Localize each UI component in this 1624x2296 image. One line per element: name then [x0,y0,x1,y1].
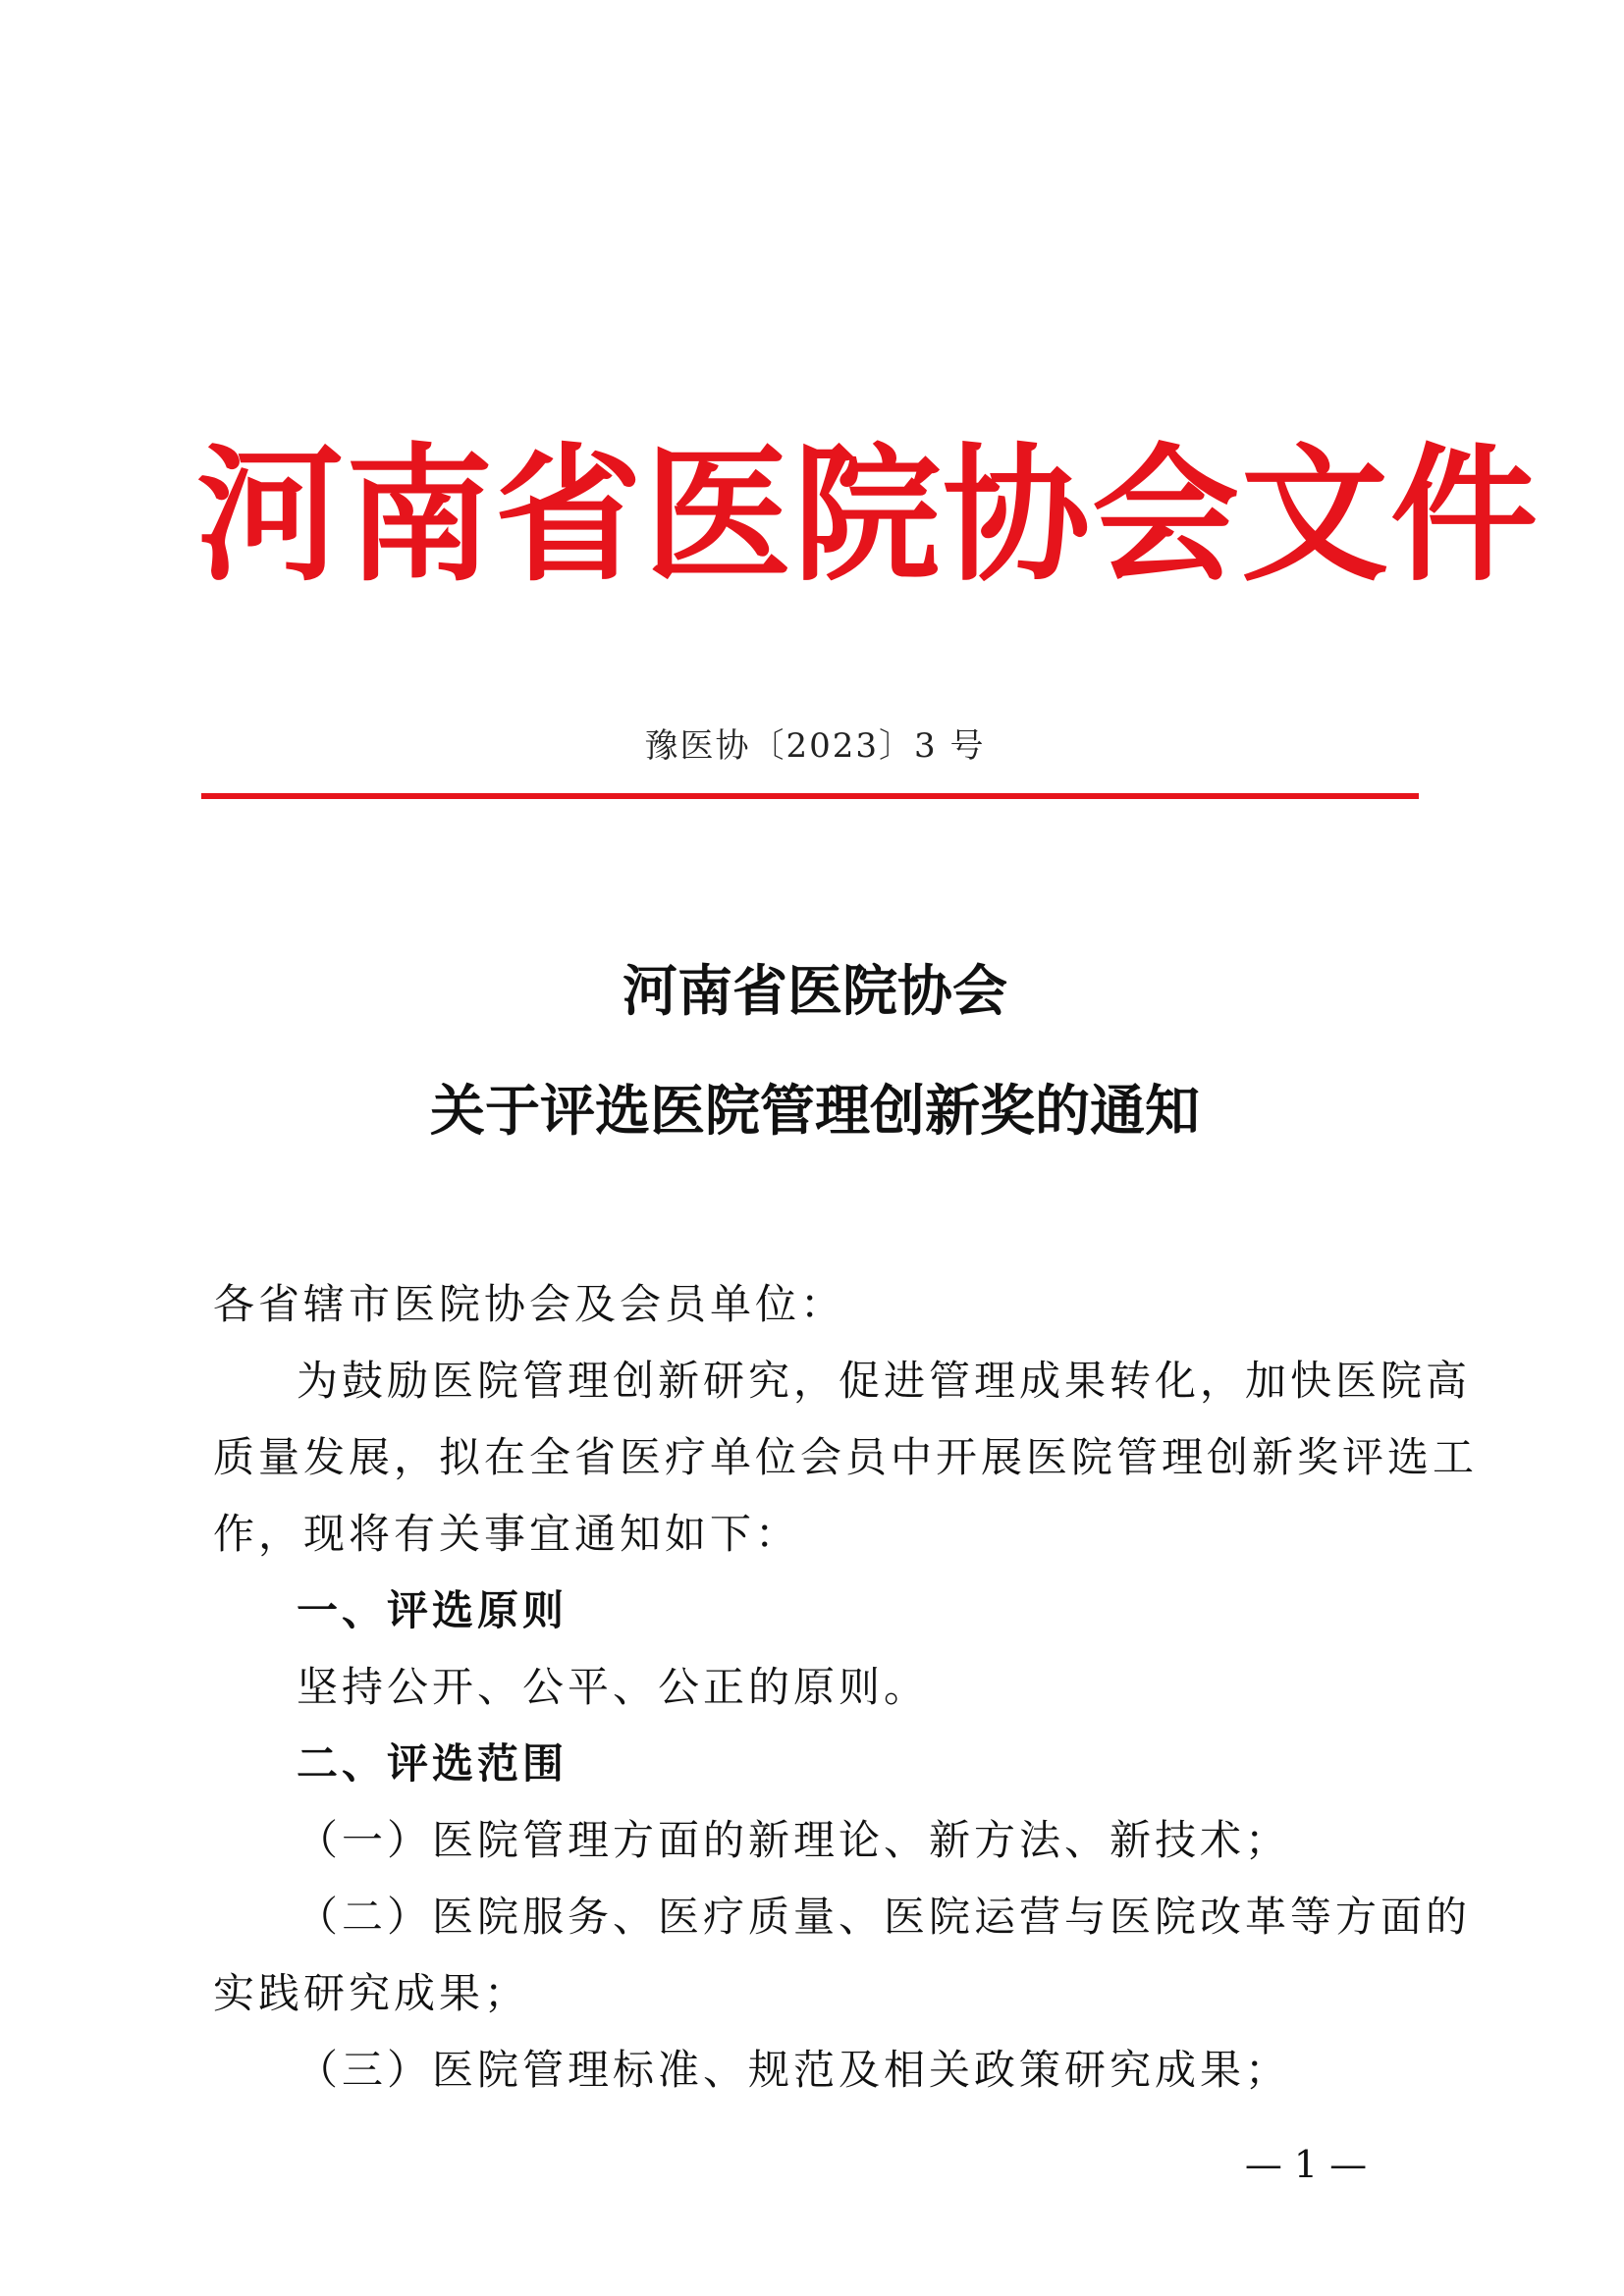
intro-paragraph-line: 质量发展，拟在全省医疗单位会员中开展医院管理创新奖评选工 [213,1433,1479,1481]
document-header-title: 河南省医院协会文件 [196,429,1541,602]
page-number: — 1 — [1244,2143,1368,2186]
scope-item-continuation: 实践研究成果； [213,1969,530,2017]
intro-paragraph-line: 作，现将有关事宜通知如下： [213,1510,801,1558]
document-number: 豫医协〔2023〕3 号 [644,726,986,766]
notice-title-line-2: 关于评选医院管理创新奖的通知 [430,1079,1200,1144]
scope-item: （一）医院管理方面的新理论、新方法、新技术； [297,1816,1291,1864]
notice-title-line-1: 河南省医院协会 [623,959,1007,1024]
section-heading-scope: 二、评选范围 [297,1739,568,1788]
section-heading-principles: 一、评选原则 [297,1586,568,1634]
salutation: 各省辖市医院协会及会员单位： [213,1280,846,1328]
intro-paragraph-line: 为鼓励医院管理创新研究，促进管理成果转化，加快医院高 [297,1357,1472,1405]
header-divider-line [201,793,1419,799]
scope-item: （三）医院管理标准、规范及相关政策研究成果； [297,2046,1291,2094]
scope-item: （二）医院服务、医疗质量、医院运营与医院改革等方面的 [297,1893,1472,1941]
section-principles-text: 坚持公开、公平、公正的原则。 [297,1663,930,1711]
